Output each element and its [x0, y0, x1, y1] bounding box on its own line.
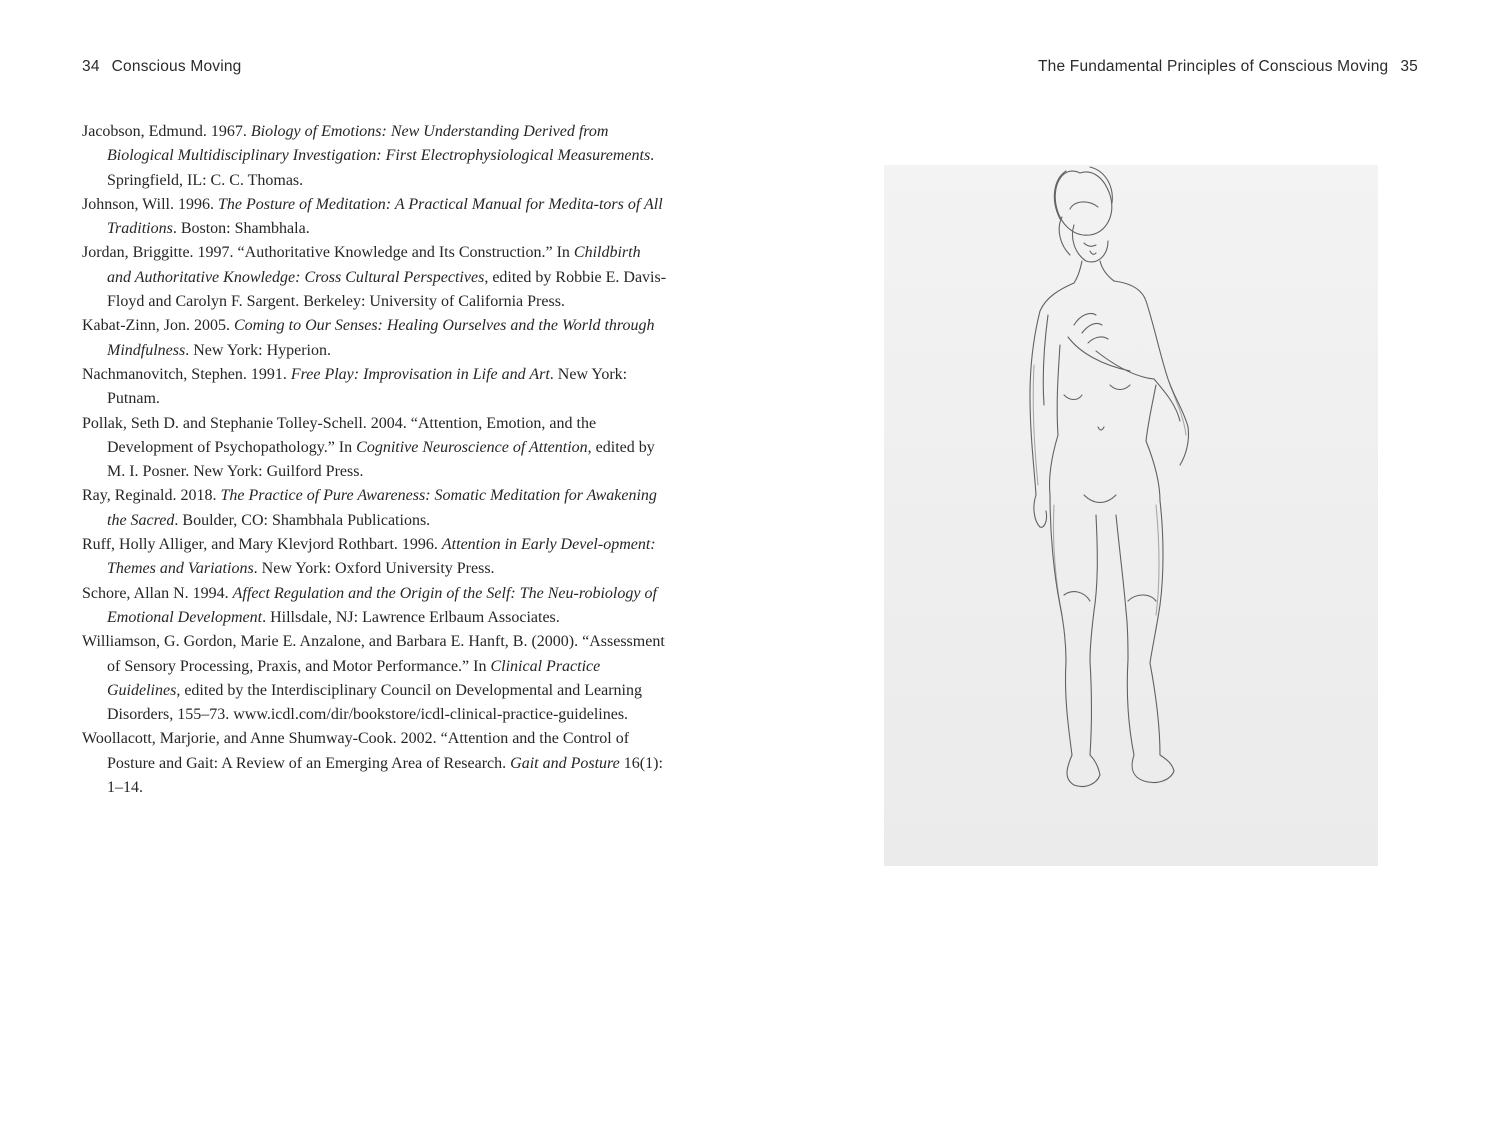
reference-entry — [82, 363, 667, 412]
running-head-left — [82, 58, 242, 76]
reference-entry — [82, 120, 667, 193]
reference-text: Nachmanovitch, Stephen. 1991. — [82, 365, 291, 383]
reference-text: . Boulder, CO: Shambhala Publications. — [174, 511, 431, 529]
reference-text: 16(1): 1–14. — [107, 754, 663, 797]
reference-text: Ray, Reginald. 2018. — [82, 487, 221, 505]
page-number-left: 34 — [82, 58, 100, 75]
reference-text: Kabat-Zinn, Jon. 2005. — [82, 317, 234, 335]
reference-entry — [82, 314, 667, 363]
reference-text: Schore, Allan N. 1994. — [82, 584, 233, 602]
running-head-right — [1038, 58, 1418, 76]
reference-text: Woollacott, Marjorie, and Anne Shumway-Cook. 2002. “Attention and the Control of Posture and Gait: A Review of an Emerging Area of Research. — [82, 730, 630, 772]
pencil-figure-drawing-icon — [884, 165, 1378, 866]
reference-title: Free Play: Improvisation in Life and Art — [290, 365, 550, 383]
reference-entry — [82, 533, 667, 582]
reference-title: Affect Regulation and the Origin of the Self: The Neu-robiology of Emotional Development — [107, 584, 657, 626]
reference-text: Williamson, G. Gordon, Marie E. Anzalone, and Barbara E. Hanft, B. (2000). “Assessment of Sensory Processing, Praxis, and Motor Performance.” In — [82, 633, 665, 675]
reference-title: Cognitive Neuroscience of Attention — [356, 438, 588, 456]
reference-title: Childbirth and Authoritative Knowledge: Cross Cultural Perspectives — [107, 244, 641, 286]
reference-text: Ruff, Holly Alliger, and Mary Klevjord Rothbart. 1996. — [82, 536, 442, 554]
reference-title: The Posture of Meditation: A Practical Manual for Medita-tors of All Traditions — [107, 195, 663, 238]
reference-list — [82, 120, 667, 800]
figure-drawing — [884, 165, 1378, 866]
reference-title: Clinical Practice Guidelines — [107, 657, 601, 699]
running-head-title-left: Conscious Moving — [111, 58, 242, 75]
reference-text: Jacobson, Edmund. 1967. — [82, 123, 251, 140]
reference-title: The Practice of Pure Awareness: Somatic Meditation for Awakening the Sacred — [107, 487, 657, 529]
reference-text: , edited by the Interdisciplinary Council on Developmental and Learning Disorders, 155–73. www.icdl.com/dir/bookstore/icdl-clinical-practice-guidelines. — [107, 681, 642, 724]
reference-text: . New York: Putnam. — [107, 365, 628, 408]
reference-title: Attention in Early Devel-opment: Themes and Variations — [107, 536, 656, 578]
reference-title: Biology of Emotions: New Understanding Derived from Biological Multidisciplinary Investigation: First Electrophysiological Measurements — [107, 123, 651, 165]
reference-entry — [82, 727, 667, 800]
reference-text: . New York: Hyperion. — [185, 341, 331, 359]
reference-entry — [82, 412, 667, 485]
reference-text: Pollak, Seth D. and Stephanie Tolley-Schell. 2004. “Attention, Emotion, and the Development of Psychopathology.” In — [82, 414, 597, 456]
reference-title: Gait and Posture — [510, 754, 620, 772]
reference-text: . New York: Oxford University Press. — [253, 560, 495, 578]
reference-text: Jordan, Briggitte. 1997. “Authoritative Knowledge and Its Construction.” In — [82, 244, 574, 262]
reference-entry — [82, 193, 667, 242]
reference-entry — [82, 582, 667, 631]
reference-entry — [82, 484, 667, 533]
reference-text: Johnson, Will. 1996. — [82, 195, 218, 213]
reference-text: . Springfield, IL: C. C. Thomas. — [107, 147, 655, 189]
reference-text: , edited by M. I. Posner. New York: Guilford Press. — [107, 438, 655, 481]
reference-title: Coming to Our Senses: Healing Ourselves and the World through Mindfulness — [107, 317, 655, 359]
running-head-title-right: The Fundamental Principles of Conscious Moving — [1037, 58, 1389, 75]
page-number-right: 35 — [1400, 58, 1418, 75]
reference-text: . Hillsdale, NJ: Lawrence Erlbaum Associates. — [262, 608, 560, 626]
reference-text: . Boston: Shambhala. — [172, 220, 310, 238]
reference-text: , edited by Robbie E. Davis-Floyd and Carolyn F. Sargent. Berkeley: University of California Press. — [107, 268, 667, 311]
reference-entry — [82, 630, 667, 727]
reference-entry — [82, 241, 667, 314]
